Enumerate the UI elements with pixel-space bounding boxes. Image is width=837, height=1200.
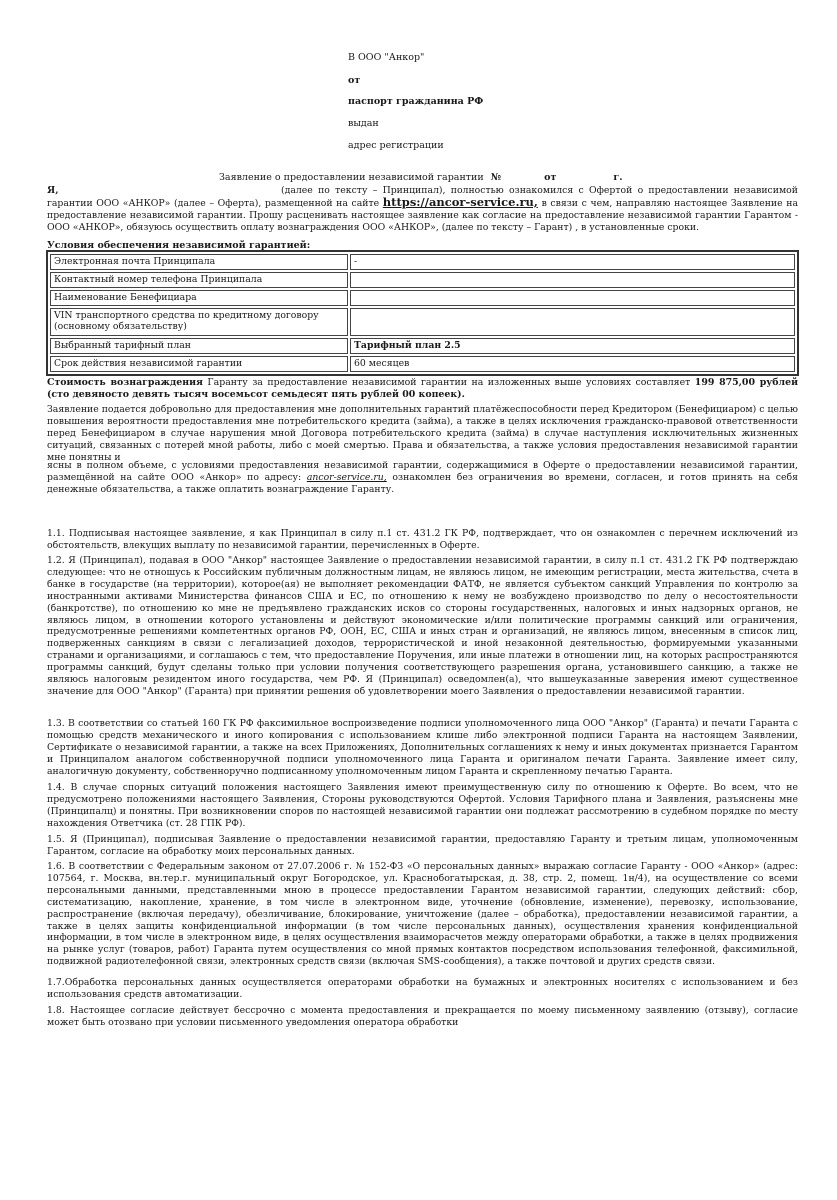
table-row <box>50 356 795 372</box>
row-label: Контактный номер телефона Принципала <box>50 272 348 288</box>
address-line: адрес регистрации <box>348 140 444 151</box>
cost-label: Стоимость вознаграждения <box>47 377 203 388</box>
document-title <box>219 172 623 183</box>
conditions-heading: Условия обеспечения независимой гарантией: <box>47 240 311 251</box>
row-value <box>350 308 795 336</box>
clause-1-4: 1.4. В случае спорных ситуаций положения настоящего Заявления имеют преимущественную силу по отношению к Оферте. Во всем, что не предусмотрено положениями настоящего Заявления, Стороны руководствуются Офертой. Условия Тарифного плана и Заявления, разъяснены мне (Принципалц) и понятны. При возникновении споров по настоящей независимой гарантии они подлежат рассмотрению в судебном порядке по месту нахождения Ответчика (ст. 28 ГПК РФ). <box>47 782 798 829</box>
intro-text-1: (далее по тексту – Принципал), полностью ознакомился с Офертой о предоставлении независимой гарантии ООО «АНКОР» (далее – Оферта), размещенной на сайте <box>47 185 798 209</box>
issued-line: выдан <box>348 118 379 129</box>
title-year-suffix: г. <box>613 172 623 183</box>
clause-1-8: 1.8. Настоящее согласие действует бессрочно с момента предоставления и прекращается по моему письменному заявлению (отзыву), согласие может быть отозвано при условии письменного уведомления оператора обработки <box>47 1005 798 1028</box>
clause-1-5: 1.5. Я (Принципал), подписывая Заявление о предоставлении независимой гарантии, предоставляю Гаранту и третьим лицам, уполномоченным Гарантом, согласие на обработку моих персональных данных. <box>47 834 798 857</box>
row-label: VIN транспортного средства по кредитному договору (основному обязательству) <box>50 308 348 336</box>
from-line: от <box>348 75 361 86</box>
cost-text: Гаранту за предоставление независимой гарантии на изложенных выше условиях составляет <box>207 377 691 388</box>
title-text: Заявление о предоставлении независимой гарантии <box>219 172 484 183</box>
table-row <box>50 308 795 336</box>
clause-1-6: 1.6. В соответствии с Федеральным законом от 27.07.2006 г. № 152-ФЗ «О персональных данных» выражаю согласие Гаранту - ООО «Анкор» (адрес: 107564, г. Москва, вн.тер.г. муниципальный округ Богородское, ул. Краснобогатырская, д. 38, стр. 2, помещ. 1н/4), на осуществление со всеми персональными данными, представленными мною в процессе предоставлении Гарантом независимой гарантии, следующих действий: сбор, систематизацию, накопление, хранение, в том числе в электронном виде, уточнение (обновление, изменение), перевозку, использование, распространение (включая передачу), обезличивание, блокирование, уничтожение (далее – обработка), предоставлении независимой гарантии, а также в целях защиты конфиденциальной информации (в том числе персональных данных), осуществления хранения конфиденциальной информации, в том числе в электронном виде, в целях осуществления взаиморасчетов между операторами обработки, а также в целях продвижения на рынке услуг (товаров, работ) Гаранта путем осуществления со мной прямых контактов посредством использования телефонной, факсимильной, подвижной радиотелефонной связи, электронных средств связи (включая SMS-сообщения), а также почтовой и других средств связи. <box>47 861 798 968</box>
row-value: 60 месяцев <box>350 356 795 372</box>
title-date-from: от <box>544 172 557 183</box>
table-row <box>50 338 795 354</box>
conditions-table <box>46 250 799 376</box>
cost-amount: 199 875,00 рублей (сто девяносто девять тысяч восемьсот семьдесят пять рублей 00 копеек). <box>47 377 799 400</box>
clear-text-2: ознакомлен без ограничения во времени, согласен, и готов принять на себя денежные обязательства, а также оплатить вознаграждение Гаранту. <box>47 471 798 495</box>
clear-paragraph <box>47 460 798 496</box>
row-value: - <box>350 254 795 270</box>
row-label: Наименование Бенефициара <box>50 290 348 306</box>
table-row <box>50 254 795 270</box>
row-label: Электронная почта Принципала <box>50 254 348 270</box>
row-value <box>350 290 795 306</box>
row-label: Срок действия независимой гарантии <box>50 356 348 372</box>
row-value <box>350 272 795 288</box>
row-label: Выбранный тарифный план <box>50 338 348 354</box>
recipient-line: В ООО "Анкор" <box>348 52 425 63</box>
clause-1-7: 1.7.Обработка персональных данных осуществляется операторами обработки на бумажных и электронных носителях с использованием и без использования средств автоматизации. <box>47 977 798 1000</box>
site-link-italic[interactable]: ancor-service.ru, <box>306 471 387 483</box>
clause-1-1: 1.1. Подписывая настоящее заявление, я как Принципал в силу п.1 ст. 431.2 ГК РФ, подтверждает, что он ознакомлен с перечнем исключений из обстоятельств, влекущих выплату по независимой гарантии, перечисленных в Оферте. <box>47 528 798 551</box>
intro-text-2: в связи с чем, направляю настоящее Заявление на предоставление независимой гарантии. Прошу расценивать настоящее заявление как согласие на предоставление независимой гарантии Гарантом - ООО «АНКОР», обязуюсь осуществить оплату вознаграждения ООО «АНКОР», (далее по тексту – Гарант) , в установленные сроки. <box>47 197 798 233</box>
title-number-sign: № <box>490 172 502 183</box>
clause-1-3: 1.3. В соответствии со статьей 160 ГК РФ факсимильное воспроизведение подписи уполномоченного лица ООО "Анкор" (Гаранта) и печати Гаранта с помощью средств механического и иного копирования с использованием клише либо электронной подписи Гаранта на настоящем Заявлении, Сертификате о независимой гарантии, а также на всех Приложениях, Дополнительных соглашениях к нему и иных документах признается Гарантом и Принципалом аналогом собственноручной подписи уполномоченного лица Гаранта и оригиналом печати Гаранта. Заявление имеет силу, аналогичную документу, собственноручно подписанному уполномоченным лицом Гаранта и скрепленному печатью Гаранта. <box>47 718 798 777</box>
site-link[interactable]: https://ancor-service.ru, <box>382 194 538 209</box>
intro-ya: Я, <box>47 185 59 196</box>
clause-1-2: 1.2. Я (Принципал), подавая в ООО "Анкор" настоящее Заявление о предоставлении независимой гарантии, в силу п.1 ст. 431.2 ГК РФ подтверждаю следующее: что не отношусь к Российским публичным должностным лицам, не являюсь лицом, не имеющим регистрации, места жительства, счета в банке в государстве (на территории), которое(ая) не выполняет рекомендации ФАТФ, не является субъектом санкций Управления по контролю за иностранными активами Министерства финансов США и ЕС, по отношению к нему не возбуждено производство по делу о несостоятельности (банкротстве), по отношению ко мне не предъявлено гражданских исков со стороны государственных, налоговых и иных надзорных органов, не являюсь лицом, в отношении которого установлены и действуют экономические и/или политические программы санкций или ограничения, предусмотренные решениями компетентных органов РФ, ООН, ЕС, США и иных стран и организаций, не являюсь лицом, внесенным в список лиц, подверженных санкциям в связи с легализацией доходов, террористической и иной незаконной деятельностью, формируемыми указанными странами и организациями, и соглашаюсь с тем, что предоставление Поручения, или иные платежи в отношении лиц, на которых распространяются программы санкций, будут сделаны только при условии получения соответствующего разрешения органа, установившего санкцию, а также не являюсь налоговым резидентом иного государства, чем РФ. Я (Принципал) осведомлен(а), что вышеуказанные заверения имеют существенное значение для ООО "Анкор" (Гаранта) при принятии решения об удовлетворении моего Заявления о предоставлении независимой гарантии. <box>47 555 798 697</box>
table-row <box>50 290 795 306</box>
cost-paragraph <box>47 377 798 401</box>
voluntary-paragraph: Заявление подается добровольно для предоставления мне дополнительных гарантий платёжеспособности перед Кредитором (Бенефициаром) с целью повышения вероятности предоставления мне потребительского кредита (займа), а также в целях исключения гражданско-правовой ответственности перед Бенефициаром в случае нарушения мной Договора потребительского кредита (займа) в случае наступления исключительных жизненных ситуаций, связанных с потерей мной работы, либо с моей смертью. Права и обязательства, а также условия предоставления независимой гарантии мне понятны и <box>47 404 798 463</box>
row-value: Тарифный план 2.5 <box>350 338 795 354</box>
intro-paragraph <box>47 185 798 234</box>
clear-text-1: ясны в полном объеме, с условиями предоставления независимой гарантии, содержащимися в Оферте о предоставлении независимой гарантии, размещённой на сайте ООО «Анкор» по адресу: <box>47 460 798 483</box>
table-row <box>50 272 795 288</box>
passport-line: паспорт гражданина РФ <box>348 96 484 107</box>
